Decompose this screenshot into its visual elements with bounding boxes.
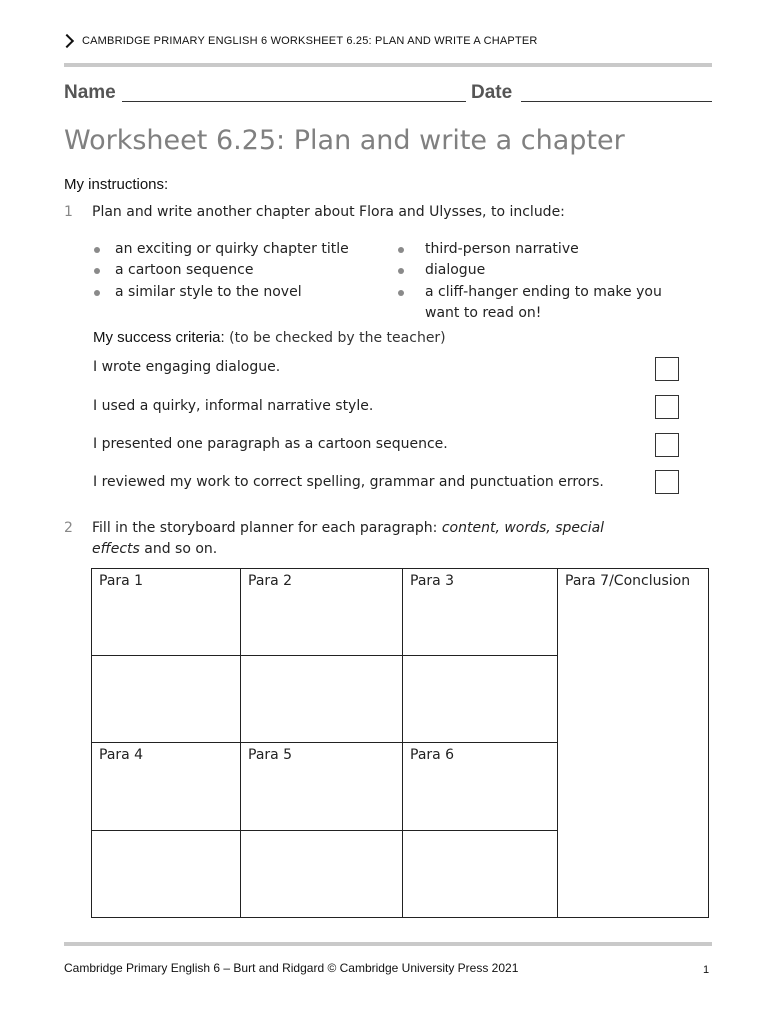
storyboard-cell-label: Para 6 (410, 747, 455, 763)
question-number: 1 (64, 204, 73, 220)
list-item: dialogue (425, 262, 486, 278)
criterion-text: I wrote engaging dialogue. (93, 359, 281, 375)
storyboard-divider (91, 830, 557, 831)
date-label: Date (471, 82, 513, 103)
question-number: 2 (64, 520, 73, 536)
question-text: Plan and write another chapter about Flora and Ulysses, to include: (92, 204, 565, 220)
storyboard-divider (557, 568, 558, 918)
list-item: a cartoon sequence (115, 262, 254, 278)
criterion-text: I reviewed my work to correct spelling, grammar and punctuation errors. (93, 474, 604, 490)
storyboard-divider (91, 742, 557, 743)
name-label: Name (64, 82, 116, 103)
page-title: Worksheet 6.25: Plan and write a chapter (64, 125, 625, 156)
list-item: third-person narrative (425, 241, 579, 257)
storyboard-divider (402, 568, 403, 918)
criterion-checkbox[interactable] (655, 357, 679, 381)
bullet-icon (398, 290, 404, 296)
storyboard-cell-label: Para 2 (248, 573, 293, 589)
criterion-text: I used a quirky, informal narrative style. (93, 398, 374, 414)
instructions-heading: My instructions: (64, 176, 169, 193)
storyboard-cell-label: Para 4 (99, 747, 144, 763)
question-text-line-2 (92, 539, 217, 560)
storyboard-divider (240, 568, 241, 918)
storyboard-cell-label: Para 1 (99, 573, 144, 589)
storyboard-cell-label: Para 5 (248, 747, 293, 763)
bullet-icon (94, 290, 100, 296)
criterion-text: I presented one paragraph as a cartoon sequence. (93, 436, 448, 452)
criterion-checkbox[interactable] (655, 433, 679, 457)
footer-credit: Cambridge Primary English 6 – Burt and Ridgard © Cambridge University Press 2021 (64, 961, 519, 975)
bullet-icon (94, 268, 100, 274)
list-item: a similar style to the novel (115, 284, 302, 300)
storyboard-cell-label: Para 7/Conclusion (565, 573, 691, 589)
running-header: CAMBRIDGE PRIMARY ENGLISH 6 WORKSHEET 6.25: PLAN AND WRITE A CHAPTER (82, 35, 538, 47)
question-text-italic: content, words, special (441, 520, 605, 536)
success-criteria-heading (93, 329, 446, 346)
list-item: an exciting or quirky chapter title (115, 241, 349, 257)
list-item-continuation: want to read on! (425, 305, 542, 321)
bullet-icon (398, 247, 404, 253)
question-text-line-1 (92, 518, 604, 539)
bullet-icon (398, 268, 404, 274)
question-text-italic: effects (92, 541, 140, 557)
chevron-right-icon (60, 34, 74, 48)
bullet-icon (94, 247, 100, 253)
success-criteria-label: My success criteria: (93, 329, 225, 346)
footer-divider (64, 942, 712, 946)
page-number: 1 (703, 964, 710, 976)
storyboard-divider (91, 655, 557, 656)
name-field[interactable] (122, 101, 466, 102)
question-text-part: Fill in the storyboard planner for each paragraph: (92, 520, 442, 536)
date-field[interactable] (521, 101, 712, 102)
list-item: a cliff-hanger ending to make you (425, 284, 662, 300)
storyboard-planner (91, 568, 709, 918)
criterion-checkbox[interactable] (655, 470, 679, 494)
storyboard-cell-label: Para 3 (410, 573, 455, 589)
criterion-checkbox[interactable] (655, 395, 679, 419)
question-text-part: and so on. (139, 541, 218, 557)
success-criteria-note: (to be checked by the teacher) (229, 330, 446, 346)
header-divider (64, 63, 712, 67)
